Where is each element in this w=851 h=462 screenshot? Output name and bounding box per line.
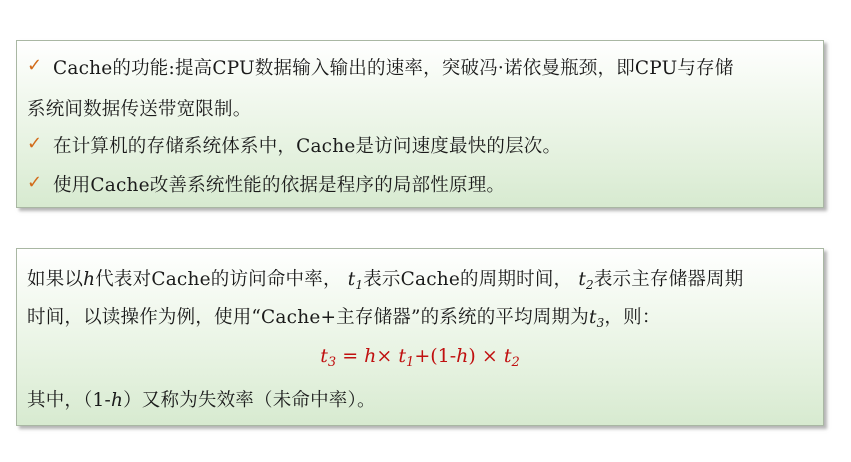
formula-t2-sub: 2 <box>511 355 520 370</box>
subscript: 1 <box>355 278 364 292</box>
var-t: t <box>347 269 356 290</box>
text-segment: 其中，（1- <box>27 390 111 411</box>
formula-lhs-sub: 3 <box>327 355 337 370</box>
formula-times: × <box>481 345 498 367</box>
var-t: t <box>578 269 586 290</box>
formula-t2: t <box>503 345 512 367</box>
formula-plus: +(1- <box>414 345 457 367</box>
checkmark-icon: ✓ <box>27 172 43 193</box>
bullet-2-text: 在计算机的存储系统体系中，Cache是访问速度最快的层次。 <box>53 136 562 157</box>
text-segment: 如果以 <box>27 269 84 290</box>
formula-lhs-var: t <box>320 345 328 367</box>
var-h: h <box>110 390 124 411</box>
checkmark-icon: ✓ <box>27 55 43 76</box>
bullet-3-text: 使用Cache改善系统性能的依据是程序的局部性原理。 <box>53 175 506 196</box>
average-cycle-box <box>16 248 824 426</box>
text-segment: 时间，以读操作为例，使用“Cache+主存储器”的系统的平均周期为 <box>27 307 589 328</box>
text-segment: ，则： <box>604 307 661 328</box>
text-segment: 表示Cache的周期时间， <box>363 269 573 290</box>
checkmark-icon: ✓ <box>27 133 43 154</box>
subscript: 3 <box>596 316 605 330</box>
miss-rate-note <box>27 386 376 412</box>
formula-paren: ) <box>468 345 476 367</box>
text-segment: ）又称为失效率（未命中率）。 <box>123 390 376 411</box>
bullet-1-line-1: Cache的功能:提高CPU数据输入输出的速率，突破冯·诺依曼瓶颈，即CPU与存储 <box>53 58 734 79</box>
var-t: t <box>588 307 597 328</box>
formula-t1: t <box>398 345 407 367</box>
formula-h: h <box>456 345 469 367</box>
definition-line-1 <box>27 265 743 292</box>
average-cycle-formula <box>17 345 823 370</box>
cache-function-box <box>16 40 824 208</box>
var-h: h <box>83 269 96 290</box>
definition-line-2 <box>27 303 661 330</box>
formula-t1-sub: 1 <box>406 355 415 370</box>
formula-equals: = <box>342 345 359 367</box>
text-segment: 代表对Cache的访问命中率， <box>95 269 342 290</box>
text-segment: 表示主存储器周期 <box>593 269 744 290</box>
formula-h: h <box>364 345 377 367</box>
bullet-1-line-2: 系统间数据传送带宽限制。 <box>27 99 252 120</box>
formula-times: × <box>376 345 393 367</box>
subscript: 2 <box>585 278 594 292</box>
